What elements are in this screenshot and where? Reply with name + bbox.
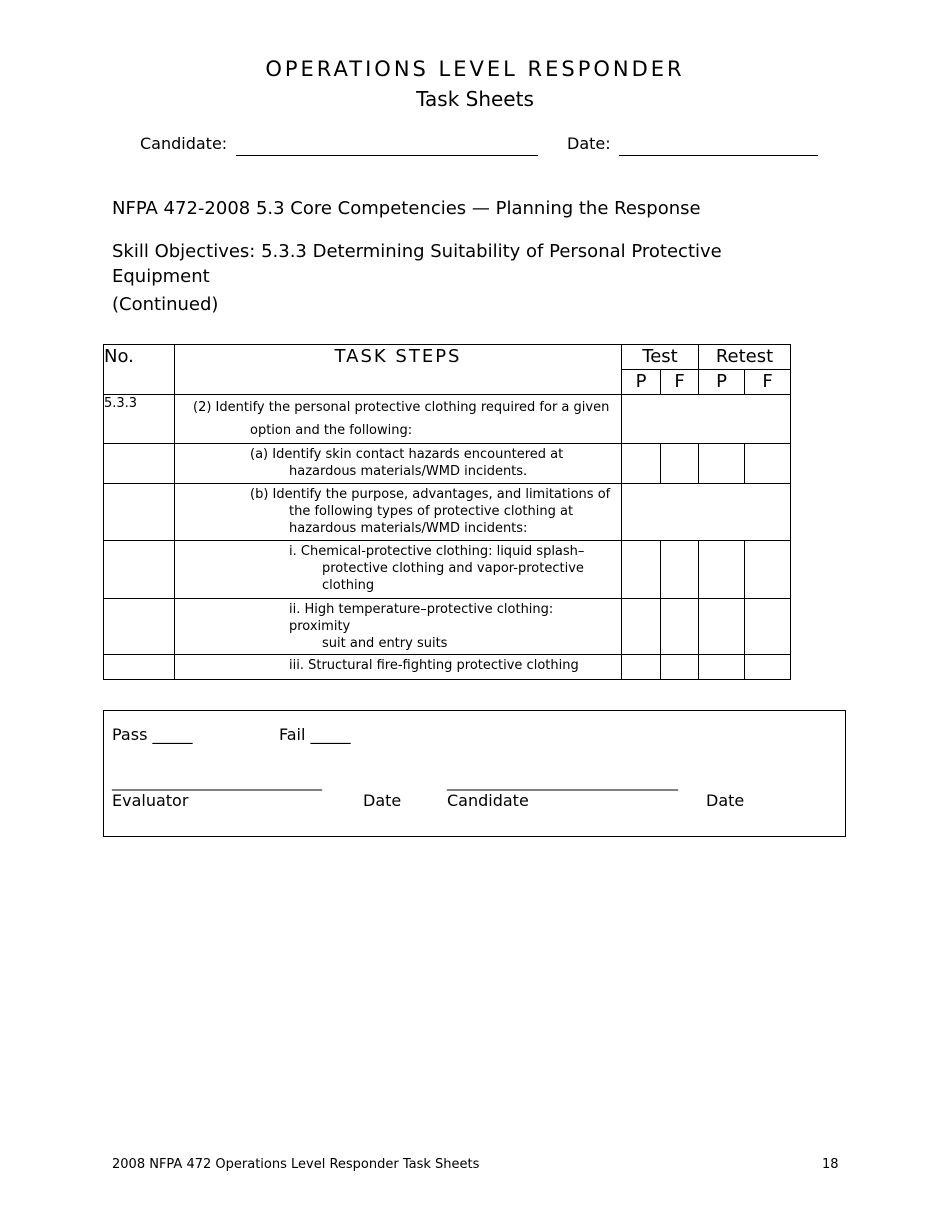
retest-fail-cell[interactable] — [745, 655, 791, 680]
test-fail-cell[interactable] — [661, 541, 699, 599]
evaluator-label: Evaluator — [112, 791, 189, 810]
step-line: clothing — [322, 578, 375, 593]
step-text — [175, 444, 622, 484]
step-line: iii. Structural fire-fighting protective clothing — [289, 658, 579, 673]
step-line: (b) Identify the purpose, advantages, and limitations of — [250, 487, 611, 502]
col-no-header: No. — [104, 345, 175, 395]
footer-text: 2008 NFPA 472 Operations Level Responder Task Sheets — [112, 1157, 480, 1172]
score-cells-merged — [622, 484, 791, 541]
step-number: 5.3.3 — [104, 395, 175, 444]
skill-objective-line-2: Equipment — [112, 266, 210, 287]
test-pass-cell[interactable] — [622, 444, 661, 484]
test-fail-cell[interactable] — [661, 599, 699, 655]
retest-pass-cell[interactable] — [699, 599, 745, 655]
step-text — [175, 541, 622, 599]
step-line: (a) Identify skin contact hazards encountered at — [250, 447, 564, 462]
step-number — [104, 599, 175, 655]
step-line: suit and entry suits — [322, 636, 448, 651]
step-line: ii. High temperature–protective clothing: proximity — [289, 602, 554, 634]
test-fail-header: F — [661, 370, 699, 395]
step-line: the following types of protective clothing at — [289, 504, 574, 519]
test-pass-cell[interactable] — [622, 655, 661, 680]
step-line: hazardous materials/WMD incidents: — [289, 521, 528, 536]
evaluator-date-label: Date — [363, 791, 402, 810]
page-number: 18 — [822, 1157, 839, 1172]
candidate-date-label: Date — [706, 791, 745, 810]
col-steps-header: TASK STEPS — [175, 345, 622, 395]
continued-note: (Continued) — [112, 294, 219, 315]
table-row — [104, 655, 791, 680]
retest-pass-header: P — [699, 370, 745, 395]
retest-pass-cell[interactable] — [699, 541, 745, 599]
step-number — [104, 541, 175, 599]
retest-fail-cell[interactable] — [745, 541, 791, 599]
col-retest-header: Retest — [699, 345, 791, 370]
step-text — [175, 395, 622, 444]
test-fail-cell[interactable] — [661, 444, 699, 484]
test-pass-cell[interactable] — [622, 541, 661, 599]
page-title: OPERATIONS LEVEL RESPONDER — [265, 57, 685, 81]
candidate-signature-line[interactable]: _________________________________ — [447, 775, 678, 791]
retest-fail-cell[interactable] — [745, 444, 791, 484]
score-cells-merged — [622, 395, 791, 444]
table-row — [104, 484, 791, 541]
step-line: option and the following: — [250, 423, 413, 438]
retest-fail-cell[interactable] — [745, 599, 791, 655]
task-steps-table — [103, 344, 791, 680]
skill-objective-line-1: Skill Objectives: 5.3.3 Determining Suitability of Personal Protective — [112, 241, 722, 262]
candidate-label: Candidate — [447, 791, 529, 810]
table-row — [104, 444, 791, 484]
fail-field[interactable]: Fail _____ — [279, 725, 351, 744]
signoff-box — [103, 710, 846, 837]
candidate-name-line[interactable] — [236, 155, 538, 156]
step-number — [104, 444, 175, 484]
date-label: Date: — [567, 134, 611, 153]
step-text — [175, 599, 622, 655]
retest-pass-cell[interactable] — [699, 444, 745, 484]
step-number — [104, 484, 175, 541]
retest-pass-cell[interactable] — [699, 655, 745, 680]
col-test-header: Test — [622, 345, 699, 370]
table-row — [104, 599, 791, 655]
candidate-label: Candidate: — [140, 134, 228, 153]
section-standard: NFPA 472-2008 5.3 Core Competencies — Planning the Response — [112, 198, 701, 219]
step-line: protective clothing and vapor-protective — [322, 561, 584, 576]
table-row — [104, 395, 791, 444]
pass-field[interactable]: Pass _____ — [112, 725, 193, 744]
step-line: hazardous materials/WMD incidents. — [289, 464, 528, 479]
test-fail-cell[interactable] — [661, 655, 699, 680]
evaluator-signature-line[interactable]: ______________________________ — [112, 775, 322, 791]
step-text — [175, 484, 622, 541]
table-row — [104, 541, 791, 599]
retest-fail-header: F — [745, 370, 791, 395]
step-text — [175, 655, 622, 680]
test-pass-cell[interactable] — [622, 599, 661, 655]
page-subtitle: Task Sheets — [416, 87, 534, 111]
step-number — [104, 655, 175, 680]
test-pass-header: P — [622, 370, 661, 395]
date-line[interactable] — [619, 155, 818, 156]
step-line: (2) Identify the personal protective clothing required for a given — [193, 400, 610, 415]
step-line: i. Chemical-protective clothing: liquid splash– — [289, 544, 585, 559]
